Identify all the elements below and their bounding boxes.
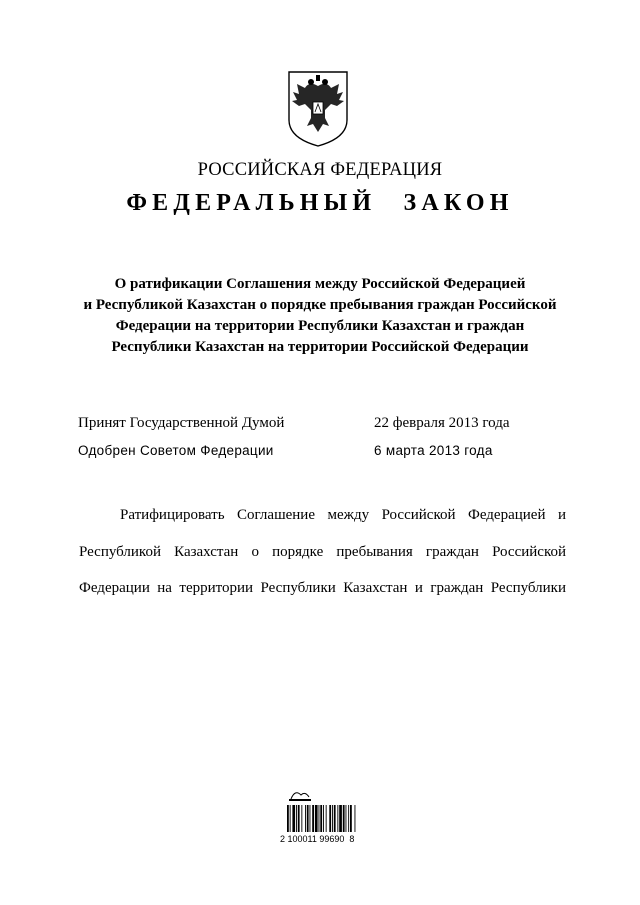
council-approval-label: Одобрен Советом Федерации [78,443,274,458]
council-approval-date: 6 марта 2013 года [374,443,493,458]
body-text-line: Ратифицировать Соглашение между Российской Федерацией и [120,507,566,523]
duma-adoption-label: Принят Государственной Думой [78,415,285,431]
duma-adoption-date: 22 февраля 2013 года [374,415,510,431]
body-text-line: Федерации на территории Республики Казахстан и граждан Республики [79,580,566,596]
law-title [60,274,580,358]
law-title-line: О ратификации Соглашения между Российской Федерацией [114,276,526,292]
coat-of-arms-icon [283,68,353,148]
law-title-line: Федерации на территории Республики Казахстан и граждан [115,318,525,334]
body-text-line: Республикой Казахстан о порядке пребывания граждан Российской [79,544,566,560]
barcode-icon [285,787,385,833]
law-title-line: Республики Казахстан на территории Российской Федерации [111,339,529,355]
barcode-number: 2 100011 99690 8 [280,834,355,844]
law-type-heading: ФЕДЕРАЛЬНЫЙ ЗАКОН [126,190,514,216]
law-title-line: и Республикой Казахстан о порядке пребывания граждан Российской [83,297,557,313]
country-name: РОССИЙСКАЯ ФЕДЕРАЦИЯ [197,160,443,180]
